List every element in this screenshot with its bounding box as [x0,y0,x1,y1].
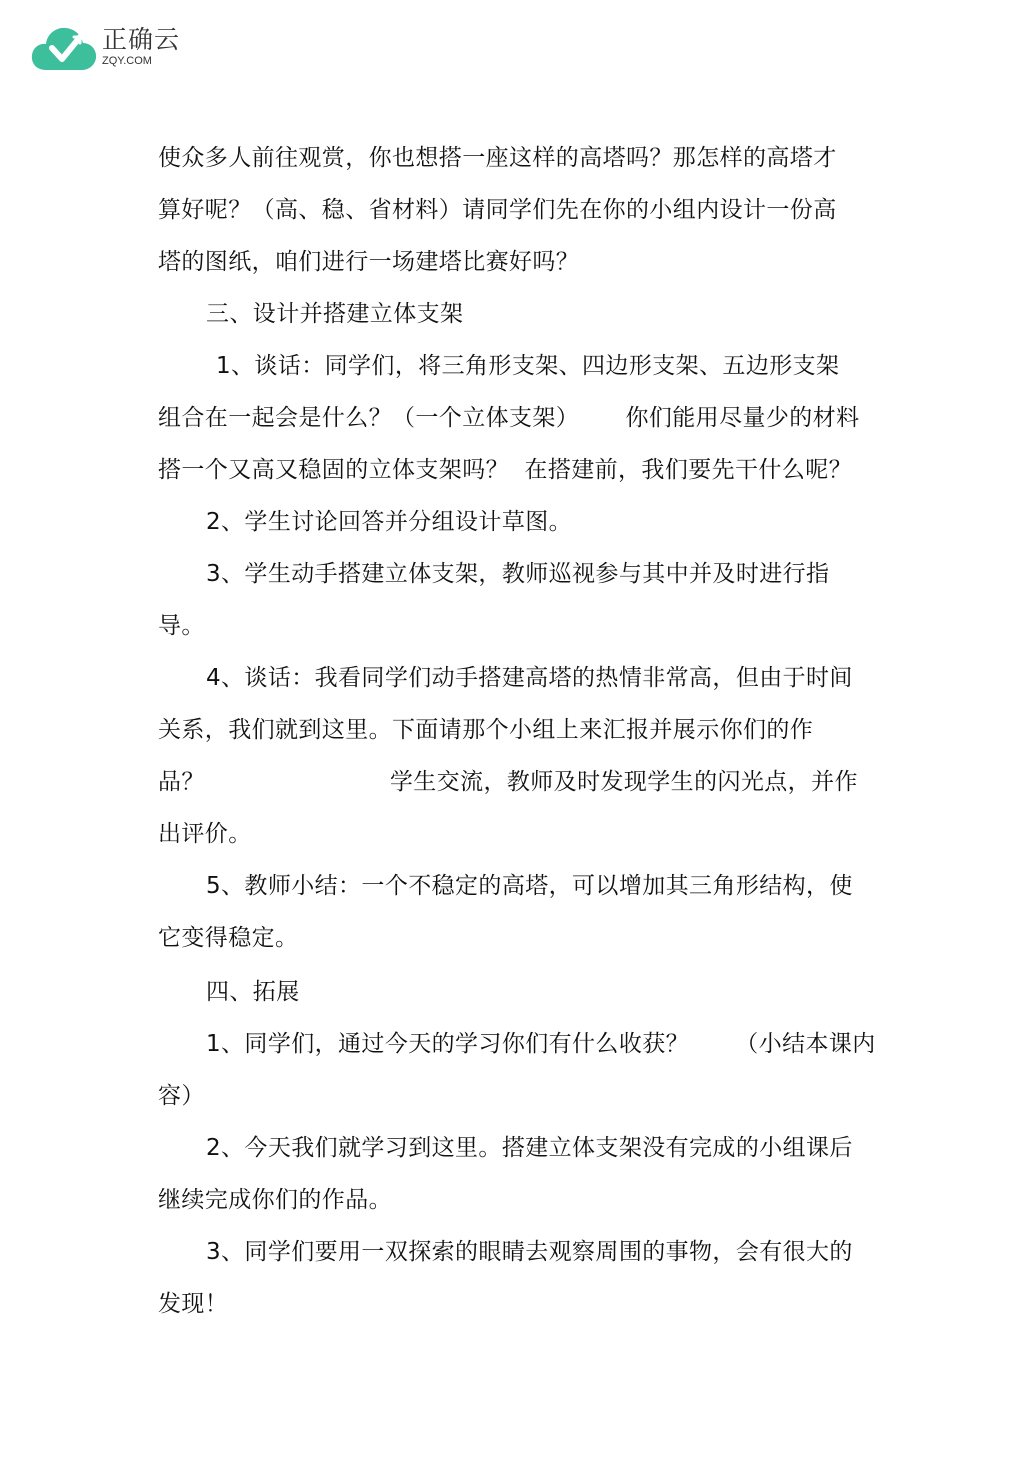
text-line: 搭一个又高又稳固的立体支架吗？ 在搭建前，我们要先干什么呢？ [158,457,853,483]
section-heading: 三、设计并搭建立体支架 [206,301,464,327]
text-line: 它变得稳定。 [158,925,299,951]
logo [30,20,190,76]
text-line: 品？ 学生交流，教师及时发现学生的闪光点，并作 [158,769,858,795]
text-line: 容） [158,1083,205,1109]
logo-url: ZQY.COM [102,55,152,67]
cloud-check-icon [30,24,98,72]
text-line: 继续完成你们的作品。 [158,1187,392,1213]
text-line: 5、教师小结：一个不稳定的高塔，可以增加其三角形结构，使 [206,873,853,899]
text-line: 导。 [158,613,205,639]
text-line: 出评价。 [158,821,252,847]
text-line: 2、学生讨论回答并分组设计草图。 [206,509,573,535]
text-line: 使众多人前往观赏，你也想搭一座这样的高塔吗？那怎样的高塔才 [158,145,837,171]
text-line: 3、学生动手搭建立体支架，教师巡视参与其中并及时进行指 [206,561,830,587]
text-line: 2、今天我们就学习到这里。搭建立体支架没有完成的小组课后 [206,1135,853,1161]
text-line: 1、同学们，通过今天的学习你们有什么收获？ （小结本课内 [206,1031,876,1057]
text-line: 4、谈话：我看同学们动手搭建高塔的热情非常高，但由于时间 [206,665,853,691]
text-line: 1、谈话：同学们，将三角形支架、四边形支架、五边形支架 [216,353,840,379]
text-line: 发现！ [158,1291,229,1317]
text-line: 算好呢？（高、稳、省材料）请同学们先在你的小组内设计一份高 [158,197,837,223]
text-line: 组合在一起会是什么？（一个立体支架） 你们能用尽量少的材料 [158,405,860,431]
section-heading: 四、拓展 [206,979,300,1005]
text-line: 塔的图纸，咱们进行一场建塔比赛好吗？ [158,249,580,275]
text-line: 3、同学们要用一双探索的眼睛去观察周围的事物，会有很大的 [206,1239,853,1265]
text-line: 关系，我们就到这里。下面请那个小组上来汇报并展示你们的作 [158,717,814,743]
logo-name: 正确云 [102,25,181,54]
